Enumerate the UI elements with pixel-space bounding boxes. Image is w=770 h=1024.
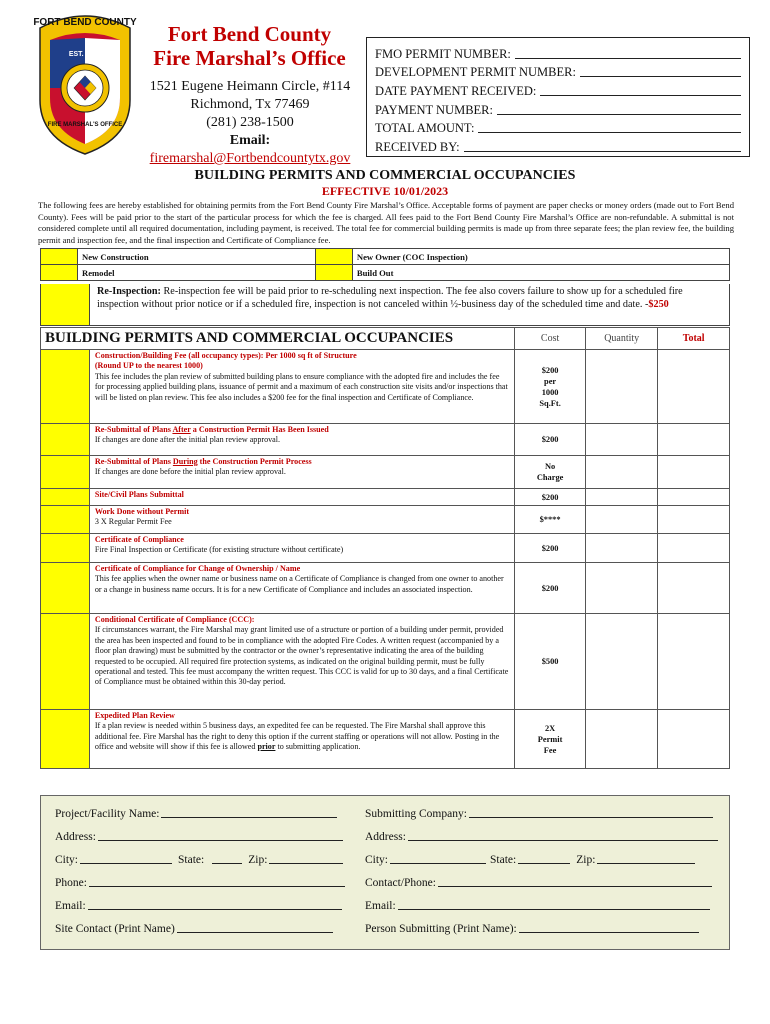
change-ownership-quantity[interactable] [586,563,658,614]
payment-number-field[interactable]: PAYMENT NUMBER: [375,99,741,118]
office-phone: (281) 238-1500 [206,115,294,130]
change-ownership-cost: $200 [515,563,586,614]
office-contact [140,78,360,168]
expedited-review-cost: 2X Permit Fee [515,710,586,769]
effective-date: EFFECTIVE 10/01/2023 [321,184,449,198]
office-email-label: Email: [229,133,271,148]
fee-table-title: BUILDING PERMITS AND COMMERCIAL OCCUPANCIES [41,328,515,350]
fort-bend-fire-marshal-seal-icon [30,8,140,156]
new-construction-checkbox[interactable] [41,249,78,265]
site-civil-quantity[interactable] [586,489,658,506]
construction-fee-quantity[interactable] [586,350,658,424]
submitting-company-field[interactable]: Submitting Company: [365,808,713,820]
right-city-state-zip-field[interactable]: City: State: Zip: [365,854,695,866]
col-cost-header: Cost [515,328,586,350]
logo-est-text: EST. 1985 [68,51,102,58]
permit-type-options [40,248,730,281]
left-email-field[interactable]: Email: [55,900,342,912]
certificate-compliance-cost: $200 [515,534,586,563]
site-civil-checkbox[interactable] [41,489,90,506]
reinspection-row [40,284,730,326]
resubmittal-after-desc: Re-Submittal of Plans After a Construction Permit Has Been Issued If changes are done after the initial plan review approval. [89,424,514,456]
office-use-permit-box [366,37,750,157]
office-email-link[interactable]: firemarshal@Fortbendcountytx.gov [149,151,351,166]
resubmittal-after-checkbox[interactable] [41,424,90,456]
office-address-line2: Richmond, Tx 77469 [190,97,310,112]
site-civil-cost: $200 [515,489,586,506]
site-civil-desc: Site/Civil Plans Submittal [89,489,514,506]
construction-fee-checkbox[interactable] [41,350,90,424]
construction-fee-desc: Construction/Building Fee (all occupancy types): Per 1000 sq ft of Structure (Round UP to the nearest 1000) This fee includes the plan review of submitted building plans to ensure compliance with the adopted fire and includes the fee for processing applied building plans, issuance of permit and a maximum of each construction site visits and/or inspections that will be listed on plan review. This fee also includes a $200 fee for the final inspection and Certificate of Compliance. [89,350,514,424]
change-ownership-desc: Certificate of Compliance for Change of Ownership / Name This fee applies when the owner name or business name on a Certificate of Compliance is changed from one owner to another or a change in business name occurs. It is for a new Certificate of Compliance and includes an associated inspection. [89,563,514,614]
conditional-certificate-cost: $500 [515,614,586,710]
resubmittal-after-cost: $200 [515,424,586,456]
intro-paragraph: The following fees are hereby established for obtaining permits from the Fort Bend County Fire Marshal’s Office. Acceptable forms of payment are paper checks or money orders (made out to Fort Bend County). Fees will be paid prior to the start of the particular process for which the fee is charged. All fees paid to the Fort Bend County Fire Marshal’s Office are non-refundable. A submittal is not considered complete until all required documentation, including payment, is received. The total fee for commercial building permits is made up from three separate fees; the plan review fee, the building permit and inspection fee, and the final inspection and Certificate of Compliance fee. [38,200,734,245]
office-title [142,22,357,70]
person-submitting-field[interactable]: Person Submitting (Print Name): [365,923,699,935]
remodel-checkbox[interactable] [41,265,78,281]
table-row [41,710,730,769]
table-row [41,614,730,710]
right-email-field[interactable]: Email: [365,900,710,912]
page-title: BUILDING PERMITS AND COMMERCIAL OCCUPANCIES [194,168,576,183]
change-ownership-checkbox[interactable] [41,563,90,614]
work-without-permit-cost: $**** [515,506,586,534]
build-out-checkbox[interactable] [315,265,352,281]
table-row [41,350,730,424]
new-owner-label: New Owner (COC Inspection) [352,249,729,265]
new-owner-checkbox[interactable] [315,249,352,265]
conditional-certificate-total[interactable] [658,614,730,710]
fee-table [40,327,730,769]
logo-side-text: FIRE MARSHAL'S OFFICE [47,122,123,128]
table-row [41,456,730,489]
new-construction-label: New Construction [78,249,316,265]
total-amount-field[interactable]: TOTAL AMOUNT: [375,118,741,137]
project-facility-name-field[interactable]: Project/Facility Name: [55,808,337,820]
certificate-compliance-checkbox[interactable] [41,534,90,563]
col-quantity-header: Quantity [586,328,658,350]
contact-phone-field[interactable]: Contact/Phone: [365,877,712,889]
logo-top-text: FORT BEND COUNTY [33,17,137,28]
certificate-compliance-desc: Certificate of Compliance Fire Final Inspection or Certificate (for existing structure without certificate) [89,534,514,563]
resubmittal-during-quantity[interactable] [586,456,658,489]
resubmittal-during-cost: No Charge [515,456,586,489]
site-civil-total[interactable] [658,489,730,506]
work-without-permit-quantity[interactable] [586,506,658,534]
table-row [41,489,730,506]
certificate-compliance-quantity[interactable] [586,534,658,563]
office-address-line1: 1521 Eugene Heimann Circle, #114 [149,79,351,94]
table-row [41,424,730,456]
work-without-permit-checkbox[interactable] [41,506,90,534]
certificate-compliance-total[interactable] [658,534,730,563]
work-without-permit-total[interactable] [658,506,730,534]
construction-fee-cost: $200 per 1000 Sq.Ft. [515,350,586,424]
resubmittal-during-checkbox[interactable] [41,456,90,489]
table-row [41,563,730,614]
site-contact-field[interactable]: Site Contact (Print Name) [55,923,333,935]
resubmittal-after-quantity[interactable] [586,424,658,456]
resubmittal-after-total[interactable] [658,424,730,456]
table-row [41,506,730,534]
conditional-certificate-quantity[interactable] [586,614,658,710]
change-ownership-total[interactable] [658,563,730,614]
expedited-review-total[interactable] [658,710,730,769]
development-permit-number-field[interactable]: DEVELOPMENT PERMIT NUMBER: [375,62,741,81]
work-without-permit-desc: Work Done without Permit 3 X Regular Permit Fee [89,506,514,534]
left-city-state-zip-field[interactable]: City: State: Zip: [55,854,343,866]
expedited-review-quantity[interactable] [586,710,658,769]
col-total-header: Total [658,328,730,350]
left-phone-field[interactable]: Phone: [55,877,345,889]
expedited-review-checkbox[interactable] [41,710,90,769]
conditional-certificate-desc: Conditional Certificate of Compliance (CCC): If circumstances warrant, the Fire Marshal may grant limited use of a structure or portion of a building under permit, provided the area has been inspected and found to be in compliance with the adopted Fire Codes. A written request (accompanied by a floor plan drawing) must be submitted by the contractor or the owner’s representative indicating the area of the building requested to be occupied. All required fire protection systems, as indicated on the original building permit, must be fully operational and tested. This fee must accompany the written request. This CCC is valid for up to 30 days, and a final Certificate of Compliance must be obtained within this 30-day period. [89,614,514,710]
build-out-label: Build Out [352,265,729,281]
resubmittal-during-total[interactable] [658,456,730,489]
expedited-review-desc: Expedited Plan Review If a plan review is needed within 5 business days, an expedited fee can be requested. The Fire Marshal shall approve this additional fee. Fire Marshal has the right to deny this option if the current staffing or operations will not allow. Posting in the office and website will show if this fee is allowed prior to submitting application. [89,710,514,769]
reinspection-checkbox[interactable] [41,284,90,325]
fmo-permit-number-field[interactable]: FMO PERMIT NUMBER: [375,43,741,62]
date-payment-received-field[interactable]: DATE PAYMENT RECEIVED: [375,80,741,99]
construction-fee-total[interactable] [658,350,730,424]
right-address-field[interactable]: Address: [365,831,718,843]
conditional-certificate-checkbox[interactable] [41,614,90,710]
reinspection-fee: $250 [648,298,669,310]
applicant-info-form [40,795,730,950]
reinspection-text: Re-Inspection: Re-inspection fee will be paid prior to re-scheduling next inspection. The fee also covers failure to show up for a scheduled fire inspection without prior notice or if a scheduled fire, inspection is not canceled within ½-business day of the scheduled time and date. -$250 [97,286,683,310]
table-row [41,534,730,563]
office-title-line2: Fire Marshal’s Office [153,46,346,70]
office-title-line1: Fort Bend County [167,22,332,46]
received-by-field[interactable]: RECEIVED BY: [375,136,741,155]
remodel-label: Remodel [78,265,316,281]
resubmittal-during-desc: Re-Submittal of Plans During the Construction Permit Process If changes are done before the initial plan review approval. [89,456,514,489]
fee-table-header [41,328,730,350]
left-address-field[interactable]: Address: [55,831,343,843]
